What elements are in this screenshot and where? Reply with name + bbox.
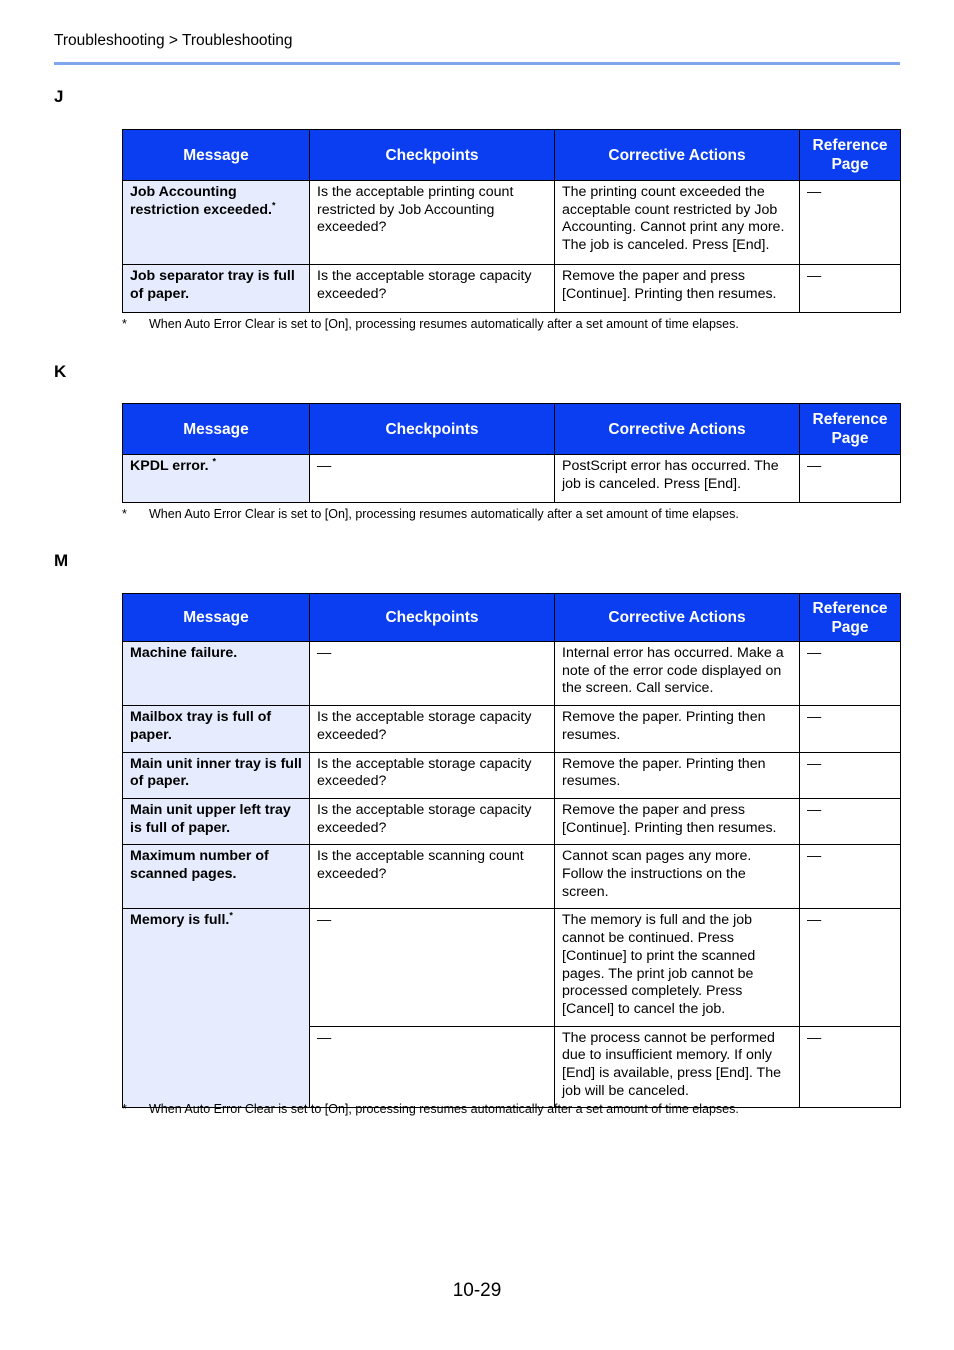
checkpoint-cell: Is the acceptable storage capacity exceeded? (310, 798, 555, 844)
header-checkpoints: Checkpoints (310, 594, 555, 642)
table-row (123, 455, 901, 503)
reference-cell: — (800, 752, 901, 798)
action-cell: The memory is full and the job cannot be continued. Press [Continue] to print the scanned pages. The print job cannot be processed completely. Press [Cancel] to cancel the job. (555, 909, 800, 1026)
error-table-j (122, 129, 901, 313)
table-row (123, 798, 901, 844)
action-cell: Remove the paper. Printing then resumes. (555, 752, 800, 798)
action-cell: Remove the paper and press [Continue]. Printing then resumes. (555, 265, 800, 313)
action-cell: The process cannot be performed due to insufficient memory. If only [End] is available, press [End]. The job will be canceled. (555, 1026, 800, 1108)
header-corrective-actions: Corrective Actions (555, 404, 800, 455)
table-header-row (123, 594, 901, 642)
checkpoint-cell: Is the acceptable storage capacity exceeded? (310, 265, 555, 313)
table-header-row (123, 130, 901, 181)
error-table-m (122, 593, 901, 1108)
header-corrective-actions: Corrective Actions (555, 594, 800, 642)
footnote-k: * When Auto Error Clear is set to [On], processing resumes automatically after a set amount of time elapses. (122, 507, 739, 521)
table-row (123, 181, 901, 265)
section-letter-m: M (54, 551, 69, 570)
table-row (123, 265, 901, 313)
action-cell: Internal error has occurred. Make a note of the error code displayed on the screen. Call service. (555, 642, 800, 706)
message-cell: Maximum number of scanned pages. (123, 845, 310, 909)
message-cell: Main unit upper left tray is full of paper. (123, 798, 310, 844)
reference-cell: — (800, 265, 901, 313)
reference-cell: — (800, 845, 901, 909)
header-corrective-actions: Corrective Actions (555, 130, 800, 181)
reference-cell: — (800, 706, 901, 752)
reference-cell: — (800, 181, 901, 265)
header-reference-page: Reference Page (800, 130, 901, 181)
header-message: Message (123, 130, 310, 181)
section-letter-k: K (54, 362, 67, 381)
header-message: Message (123, 594, 310, 642)
header-reference-page: Reference Page (800, 594, 901, 642)
reference-cell: — (800, 909, 901, 1026)
page-number: 10-29 (452, 1280, 502, 1301)
action-cell: The printing count exceeded the acceptable count restricted by Job Accounting. Cannot print any more. The job is canceled. Press [End]. (555, 181, 800, 265)
message-cell: KPDL error. * (123, 455, 310, 503)
header-message: Message (123, 404, 310, 455)
checkpoint-cell: Is the acceptable printing count restricted by Job Accounting exceeded? (310, 181, 555, 265)
reference-cell: — (800, 455, 901, 503)
footnote-j: * When Auto Error Clear is set to [On], processing resumes automatically after a set amount of time elapses. (122, 317, 739, 331)
checkpoint-cell: Is the acceptable scanning count exceeded? (310, 845, 555, 909)
footnote-m: * When Auto Error Clear is set to [On], processing resumes automatically after a set amount of time elapses. (122, 1102, 739, 1116)
table-row (123, 706, 901, 752)
reference-cell: — (800, 1026, 901, 1108)
table-row (123, 909, 901, 1026)
checkpoint-cell: — (310, 455, 555, 503)
error-table-k (122, 403, 901, 503)
message-cell: Job Accounting restriction exceeded.* (123, 181, 310, 265)
header-rule (54, 62, 900, 65)
action-cell: PostScript error has occurred. The job is canceled. Press [End]. (555, 455, 800, 503)
table-row (123, 845, 901, 909)
message-cell: Job separator tray is full of paper. (123, 265, 310, 313)
checkpoint-cell: — (310, 909, 555, 1026)
action-cell: Cannot scan pages any more. Follow the instructions on the screen. (555, 845, 800, 909)
checkpoint-cell: — (310, 1026, 555, 1108)
reference-cell: — (800, 642, 901, 706)
header-checkpoints: Checkpoints (310, 404, 555, 455)
action-cell: Remove the paper and press [Continue]. Printing then resumes. (555, 798, 800, 844)
checkpoint-cell: — (310, 642, 555, 706)
checkpoint-cell: Is the acceptable storage capacity exceeded? (310, 752, 555, 798)
section-letter-j: J (54, 87, 64, 106)
breadcrumb: Troubleshooting > Troubleshooting (54, 32, 293, 49)
message-cell: Main unit inner tray is full of paper. (123, 752, 310, 798)
header-reference-page: Reference Page (800, 404, 901, 455)
table-header-row (123, 404, 901, 455)
action-cell: Remove the paper. Printing then resumes. (555, 706, 800, 752)
table-row (123, 642, 901, 706)
message-cell: Memory is full.* (123, 909, 310, 1108)
message-cell: Machine failure. (123, 642, 310, 706)
message-cell: Mailbox tray is full of paper. (123, 706, 310, 752)
reference-cell: — (800, 798, 901, 844)
table-row (123, 752, 901, 798)
header-checkpoints: Checkpoints (310, 130, 555, 181)
checkpoint-cell: Is the acceptable storage capacity exceeded? (310, 706, 555, 752)
